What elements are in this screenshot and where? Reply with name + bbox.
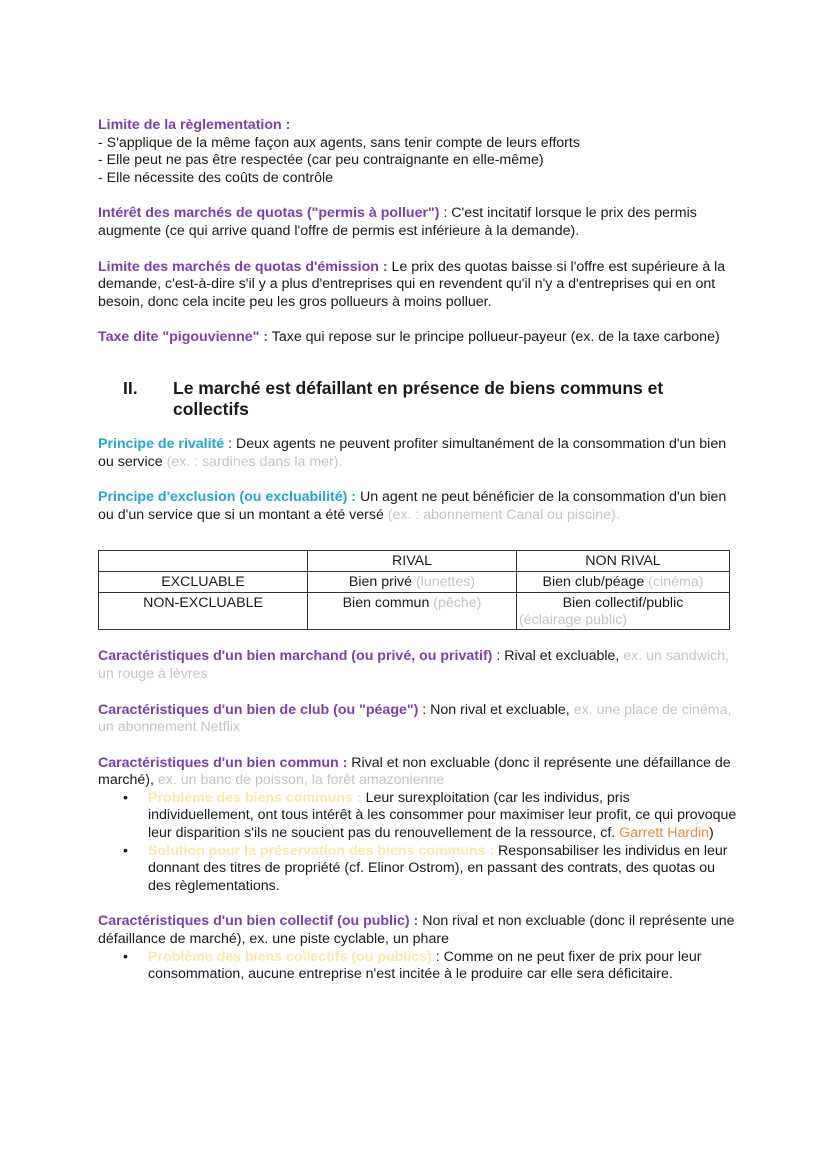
- list-item: - Elle peut ne pas être respectée (car peu contraignante en elle-même): [98, 152, 544, 169]
- row-label: NON-EXCLUABLE: [99, 593, 308, 630]
- term-example: (ex. : abonnement Canal ou piscine).: [387, 506, 620, 523]
- characteristics-collectif: [98, 913, 738, 948]
- table-header-row: [99, 551, 730, 572]
- term-label: Intérêt des marchés de quotas ("permis à polluer"): [98, 205, 440, 222]
- document-page: [98, 117, 738, 984]
- term-label: Principe de rivalité: [98, 435, 225, 452]
- term-label: Problème des biens collectifs (ou publics): [148, 948, 432, 965]
- principle-rivalite: [98, 436, 738, 471]
- table-row: [99, 593, 730, 630]
- cell-example: (pêche): [433, 595, 482, 612]
- cell-text: Bien privé: [348, 574, 416, 591]
- list-item: [123, 948, 738, 984]
- term-example: ex. un banc de poisson, la forêt amazonienne: [157, 772, 445, 789]
- cell-text: Bien collectif/public: [562, 595, 684, 612]
- cell-example: (éclairage public): [519, 612, 628, 629]
- author-name: Garrett Hardin: [619, 825, 710, 842]
- row-label: EXCLUABLE: [99, 572, 308, 593]
- term-text: : Non rival et excluable,: [418, 701, 574, 718]
- term-text: Responsabiliser les individus en leur donnant des titres de propriété (cf. Elinor Ostrom), en passant des contrats, des quotas ou des règlementations.: [148, 842, 728, 894]
- term-label: Caractéristiques d'un bien marchand (ou privé, ou privatif): [98, 648, 493, 665]
- term-label: Caractéristiques d'un bien de club (ou "péage"): [98, 701, 419, 718]
- table-cell: [517, 593, 730, 630]
- goods-classification-table: [98, 550, 730, 630]
- term-label: Problème des biens communs :: [148, 789, 362, 806]
- table-header-cell: RIVAL: [308, 551, 517, 572]
- term-label: Caractéristiques d'un bien collectif (ou public) :: [98, 913, 419, 930]
- characteristics-commun: [98, 755, 738, 790]
- term-text: Rival et non excluable (donc il représente une défaillance de marché),: [98, 754, 731, 789]
- term-text: Le prix des quotas baisse si l'offre est supérieure à la demande, c'est-à-dire s'il y a plus d'entreprises qui en revendent qu'il n'y a d'entreprises qui en ont besoin, donc cela incite peu les gros pollueurs à moins polluer.: [98, 258, 726, 310]
- bullet-icon: •: [123, 842, 128, 859]
- section-heading: [98, 378, 738, 420]
- table-header-cell: [99, 551, 308, 572]
- term-text: Non rival et non excluable (donc il représente une défaillance de marché), ex. une piste cyclable, un phare: [98, 913, 735, 948]
- section-limite-reglementation: [98, 117, 738, 187]
- list-item: - Elle nécessite des coûts de contrôle: [98, 169, 334, 186]
- term-label: Principe d'exclusion (ou excluabilité) :: [98, 489, 357, 506]
- commun-bullet-list: [98, 790, 738, 896]
- term-text-end: ): [709, 825, 714, 842]
- term-label: Limite des marchés de quotas d'émission :: [98, 258, 388, 275]
- table-cell: [308, 593, 517, 630]
- term-text: : C'est incitatif lorsque le prix des permis augmente (ce qui arrive quand l'offre de permis est inférieure à la demande).: [98, 205, 697, 239]
- bullet-icon: •: [123, 789, 128, 806]
- term-label: Solution pour la préservation des biens communs :: [148, 842, 495, 859]
- term-text: Taxe qui repose sur le principe pollueur-payeur (ex. de la taxe carbone): [268, 329, 720, 346]
- cell-text: Bien club/péage: [542, 574, 649, 591]
- heading-number: II.: [123, 377, 138, 398]
- bullet-icon: •: [123, 948, 128, 965]
- heading-title: Le marché est défaillant en présence de biens communs et collectifs: [173, 377, 664, 419]
- term-example: ex. un sandwich, un rouge à lèvres: [98, 648, 729, 682]
- term-text: : Deux agents ne peuvent profiter simultanément de la consommation d'un bien ou service: [98, 435, 727, 470]
- table-cell: [517, 572, 730, 593]
- principle-exclusion: [98, 489, 738, 524]
- section-title: Limite de la règlementation :: [98, 117, 291, 133]
- table-header-cell: NON RIVAL: [517, 551, 730, 572]
- section-taxe-pigouvienne: [98, 329, 738, 347]
- section-limite-quotas: [98, 259, 738, 312]
- table-row: [99, 572, 730, 593]
- list-item: [123, 842, 738, 896]
- cell-text: Bien commun: [342, 595, 434, 612]
- term-example: ex. une place de cinéma, un abonnement Netflix: [98, 701, 732, 736]
- characteristics-club: [98, 702, 738, 737]
- term-text: Un agent ne peut bénéficier de la consommation d'un bien ou d'un service que si un montant a été versé: [98, 489, 727, 523]
- cell-example: (lunettes): [415, 574, 476, 591]
- cell-example: (cinéma): [648, 574, 704, 591]
- term-text: : Rival et excluable,: [492, 648, 624, 665]
- term-label: Taxe dite "pigouvienne" :: [98, 329, 269, 346]
- section-interet-quotas: [98, 205, 738, 240]
- characteristics-marchand: [98, 648, 738, 683]
- list-item: - S'applique de la même façon aux agents, sans tenir compte de leurs efforts: [98, 134, 580, 151]
- table-cell: [308, 572, 517, 593]
- term-example: (ex. : sardines dans la mer).: [166, 453, 343, 470]
- list-item: [123, 789, 738, 843]
- collectif-bullet-list: [98, 949, 738, 984]
- term-text: Leur surexploitation (car les individus, pris individuellement, ont tous intérêt à les consommer pour maximiser leur profit, ce qui provoque leur disparition s'ils ne soucient pas du renouvellement de la ressource, cf.: [148, 789, 737, 842]
- term-label: Caractéristiques d'un bien commun :: [98, 754, 348, 771]
- term-text: : Comme on ne peut fixer de prix pour leur consommation, aucune entreprise n'est incitée à le produire car elle sera déficitaire.: [148, 948, 702, 983]
